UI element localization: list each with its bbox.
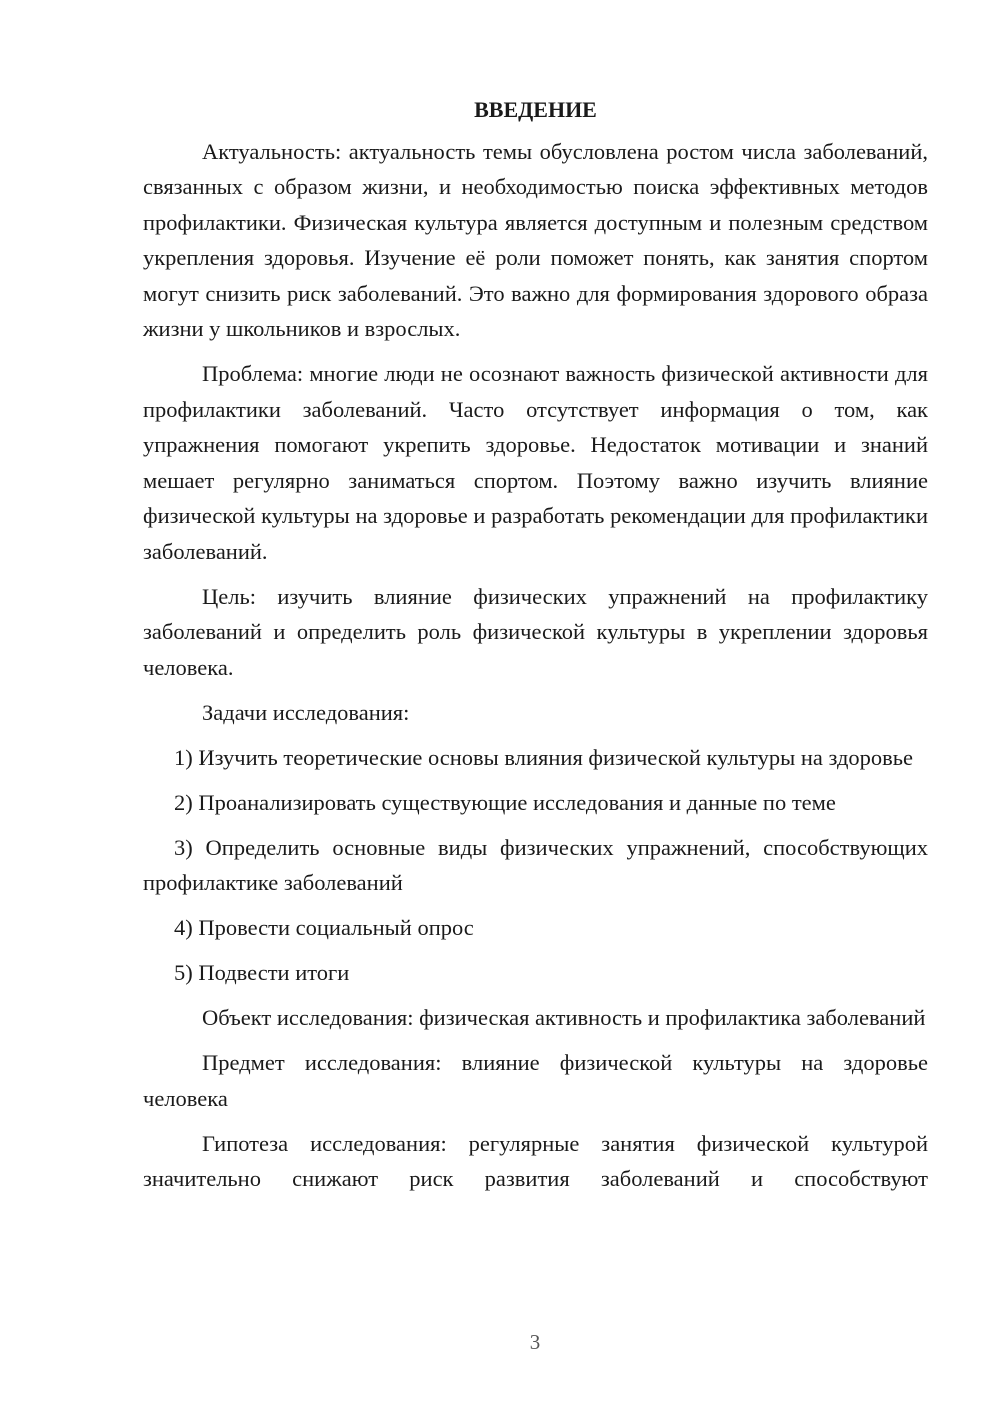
page-number: 3 xyxy=(529,1330,541,1354)
paragraph-problem: Проблема: многие люди не осознают важность физической активности для профилактики заболеваний. Часто отсутствует информация о том, как упражнения помогают укрепить здоровье. Недостаток мотивации и знаний мешает регулярно заниматься спортом. Поэтому важно изучить влияние физической культуры на здоровье и разработать рекомендации для профилактики заболеваний. xyxy=(143,361,928,564)
document-body xyxy=(143,92,928,1197)
task-item-2: 2) Проанализировать существующие исследования и данные по теме xyxy=(174,789,836,815)
task-item-5: 5) Подвести итоги xyxy=(174,960,350,985)
paragraph-tasks-heading: Задачи исследования: xyxy=(202,699,410,725)
paragraph-subject: Предмет исследования: влияние физической культуры на здоровье человека xyxy=(143,1050,928,1111)
paragraph-hypothesis: Гипотеза исследования: регулярные занятия физической культурой значительно снижают риск развития заболеваний и способствуют xyxy=(143,1130,928,1191)
paragraph-relevance: Актуальность: актуальность темы обусловлена ростом числа заболеваний, связанных с образом жизни, и необходимостью поиска эффективных методов профилактики. Физическая культура является доступным и полезным средством укрепления здоровья. Изучение её роли поможет понять, как занятия спортом могут снизить риск заболеваний. Это важно для формирования здорового образа жизни у школьников и взрослых. xyxy=(143,138,928,341)
paragraph-object: Объект исследования: физическая активность и профилактика заболеваний xyxy=(202,1005,926,1030)
task-item-1: 1) Изучить теоретические основы влияния физической культуры на здоровье xyxy=(174,744,914,770)
paragraph-goal: Цель: изучить влияние физических упражнений на профилактику заболеваний и определить роль физической культуры в укреплении здоровья человека. xyxy=(143,583,928,680)
page-title: ВВЕДЕНИЕ xyxy=(474,97,597,122)
task-item-3: 3) Определить основные виды физических упражнений, способствующих профилактике заболеваний xyxy=(143,834,928,895)
task-item-4: 4) Провести социальный опрос xyxy=(174,915,474,940)
